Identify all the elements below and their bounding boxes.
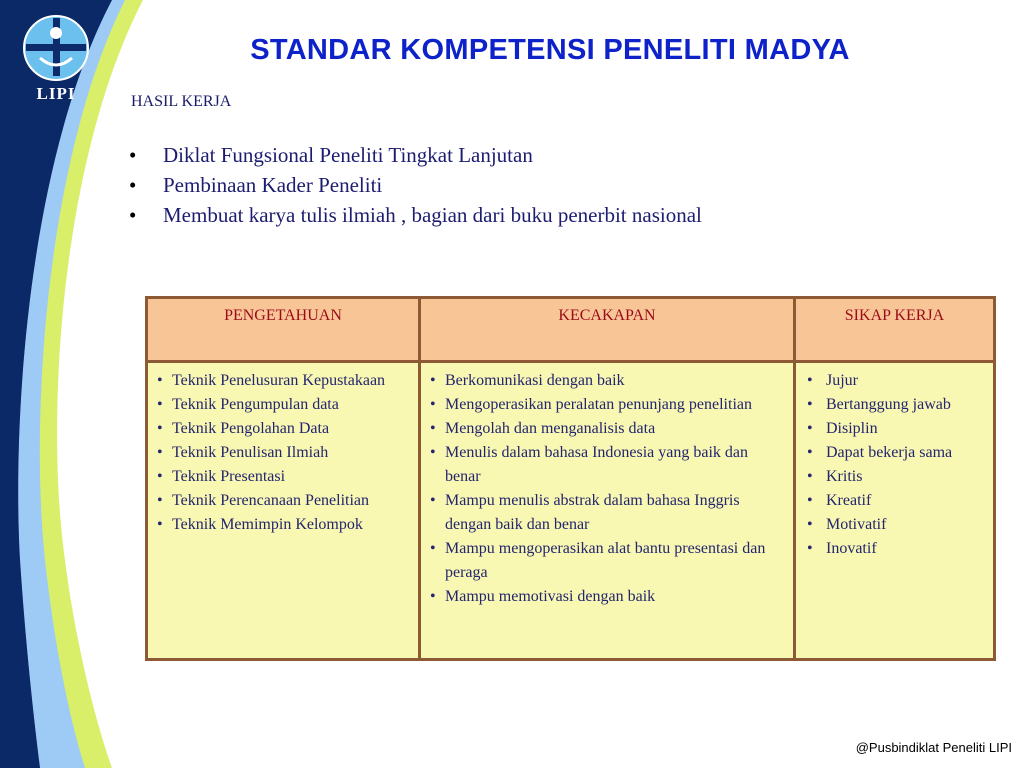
cell-sikap-kerja [795,362,995,660]
list-item: • Teknik Pengolahan Data [157,417,412,441]
list-item: • Bertanggung jawab [805,393,987,417]
hasil-kerja-list [127,140,702,230]
list-item: • Teknik Penelusuran Kepustakaan [157,369,412,393]
list-item: • Motivatif [805,513,987,537]
list-item: • Teknik Penulisan Ilmiah [157,441,412,465]
list-item: • Mampu menulis abstrak dalam bahasa Inggris dengan baik dan benar [430,489,787,537]
list-item: • Kritis [805,465,987,489]
list-item: • Membuat karya tulis ilmiah , bagian dari buku penerbit nasional [127,200,702,230]
list-item: • Jujur [805,369,987,393]
list-item: • Mengolah dan menganalisis data [430,417,787,441]
list-item: • Menulis dalam bahasa Indonesia yang baik dan benar [430,441,787,489]
header-pengetahuan: PENGETAHUAN [147,298,420,362]
list-item: • Disiplin [805,417,987,441]
list-item: • Teknik Pengumpulan data [157,393,412,417]
logo-text: LIPI [36,84,76,103]
table-row [147,362,995,660]
table-header-row [147,298,995,362]
list-item: • Mengoperasikan peralatan penunjang penelitian [430,393,787,417]
list-item: • Diklat Fungsional Peneliti Tingkat Lanjutan [127,140,702,170]
footer-credit: @Pusbindiklat Peneliti LIPI [855,740,1012,755]
list-item: • Berkomunikasi dengan baik [430,369,787,393]
cell-pengetahuan [147,362,420,660]
list-item: • Inovatif [805,537,987,561]
list-item: • Mampu mengoperasikan alat bantu presentasi dan peraga [430,537,787,585]
list-item: • Pembinaan Kader Peneliti [127,170,702,200]
cell-kecakapan [420,362,795,660]
list-item: • Dapat bekerja sama [805,441,987,465]
competency-table [145,296,996,661]
page-title: STANDAR KOMPETENSI PENELITI MADYA [250,34,850,66]
header-sikap-kerja: SIKAP KERJA [795,298,995,362]
list-item: • Teknik Perencanaan Penelitian [157,489,412,513]
list-item: • Teknik Memimpin Kelompok [157,513,412,537]
section-subtitle: HASIL KERJA [131,93,232,110]
lipi-logo-icon [0,0,110,90]
list-item: • Kreatif [805,489,987,513]
list-item: • Mampu memotivasi dengan baik [430,585,787,609]
header-kecakapan: KECAKAPAN [420,298,795,362]
list-item: • Teknik Presentasi [157,465,412,489]
